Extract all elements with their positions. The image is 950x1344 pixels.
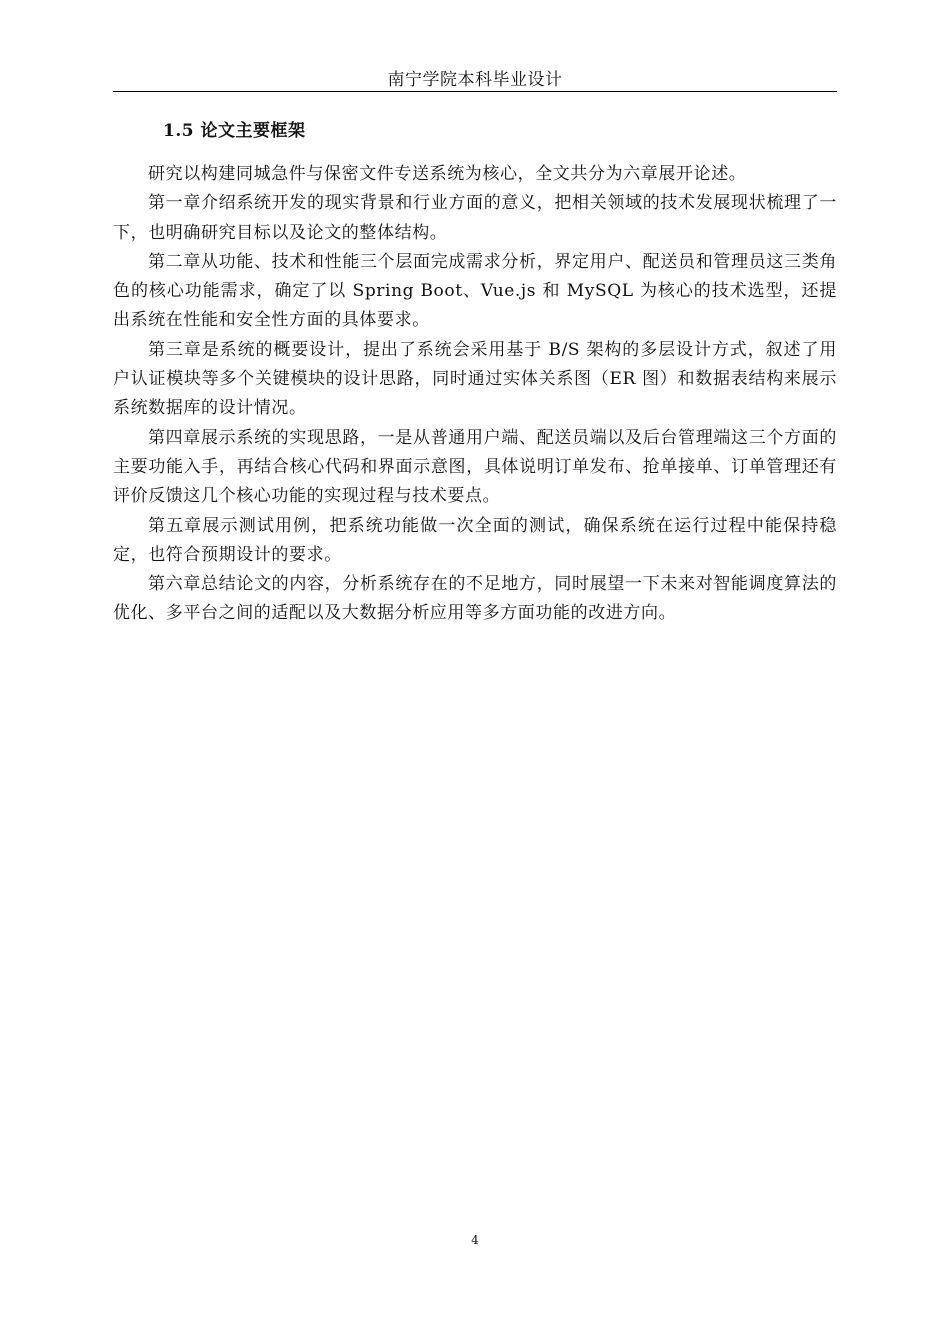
section-heading: 1.5 论文主要框架 [163, 121, 306, 141]
page-number: 4 [471, 1233, 479, 1247]
header-rule [113, 91, 837, 92]
body-text [113, 160, 837, 629]
page-header: 南宁学院本科毕业设计 [387, 70, 563, 90]
paragraph-chapter-6: 第六章总结论文的内容，分析系统存在的不足地方，同时展望一下未来对智能调度算法的优化、多平台之间的适配以及大数据分析应用等多方面功能的改进方向。 [113, 574, 837, 624]
paragraph-chapter-2: 第二章从功能、技术和性能三个层面完成需求分析，界定用户、配送员和管理员这三类角色的核心功能需求，确定了以 Spring Boot、Vue.js 和 MySQL 为核心的技术选型，还提出系统在性能和安全性方面的具体要求。 [113, 251, 837, 331]
paragraph-chapter-3: 第三章是系统的概要设计，提出了系统会采用基于 B/S 架构的多层设计方式，叙述了用户认证模块等多个关键模块的设计思路，同时通过实体关系图（ER 图）和数据表结构来展示系统数据库的设计情况。 [113, 339, 837, 419]
paragraph-chapter-1: 第一章介绍系统开发的现实背景和行业方面的意义，把相关领域的技术发展现状梳理了一下，也明确研究目标以及论文的整体结构。 [113, 193, 837, 243]
paragraph-intro: 研究以构建同城急件与保密文件专送系统为核心，全文共分为六章展开论述。 [148, 164, 747, 184]
paragraph-chapter-5: 第五章展示测试用例，把系统功能做一次全面的测试，确保系统在运行过程中能保持稳定，也符合预期设计的要求。 [113, 515, 837, 565]
paragraph-chapter-4: 第四章展示系统的实现思路，一是从普通用户端、配送员端以及后台管理端这三个方面的主要功能入手，再结合核心代码和界面示意图，具体说明订单发布、抢单接单、订单管理还有评价反馈这几个核心功能的实现过程与技术要点。 [113, 427, 837, 507]
